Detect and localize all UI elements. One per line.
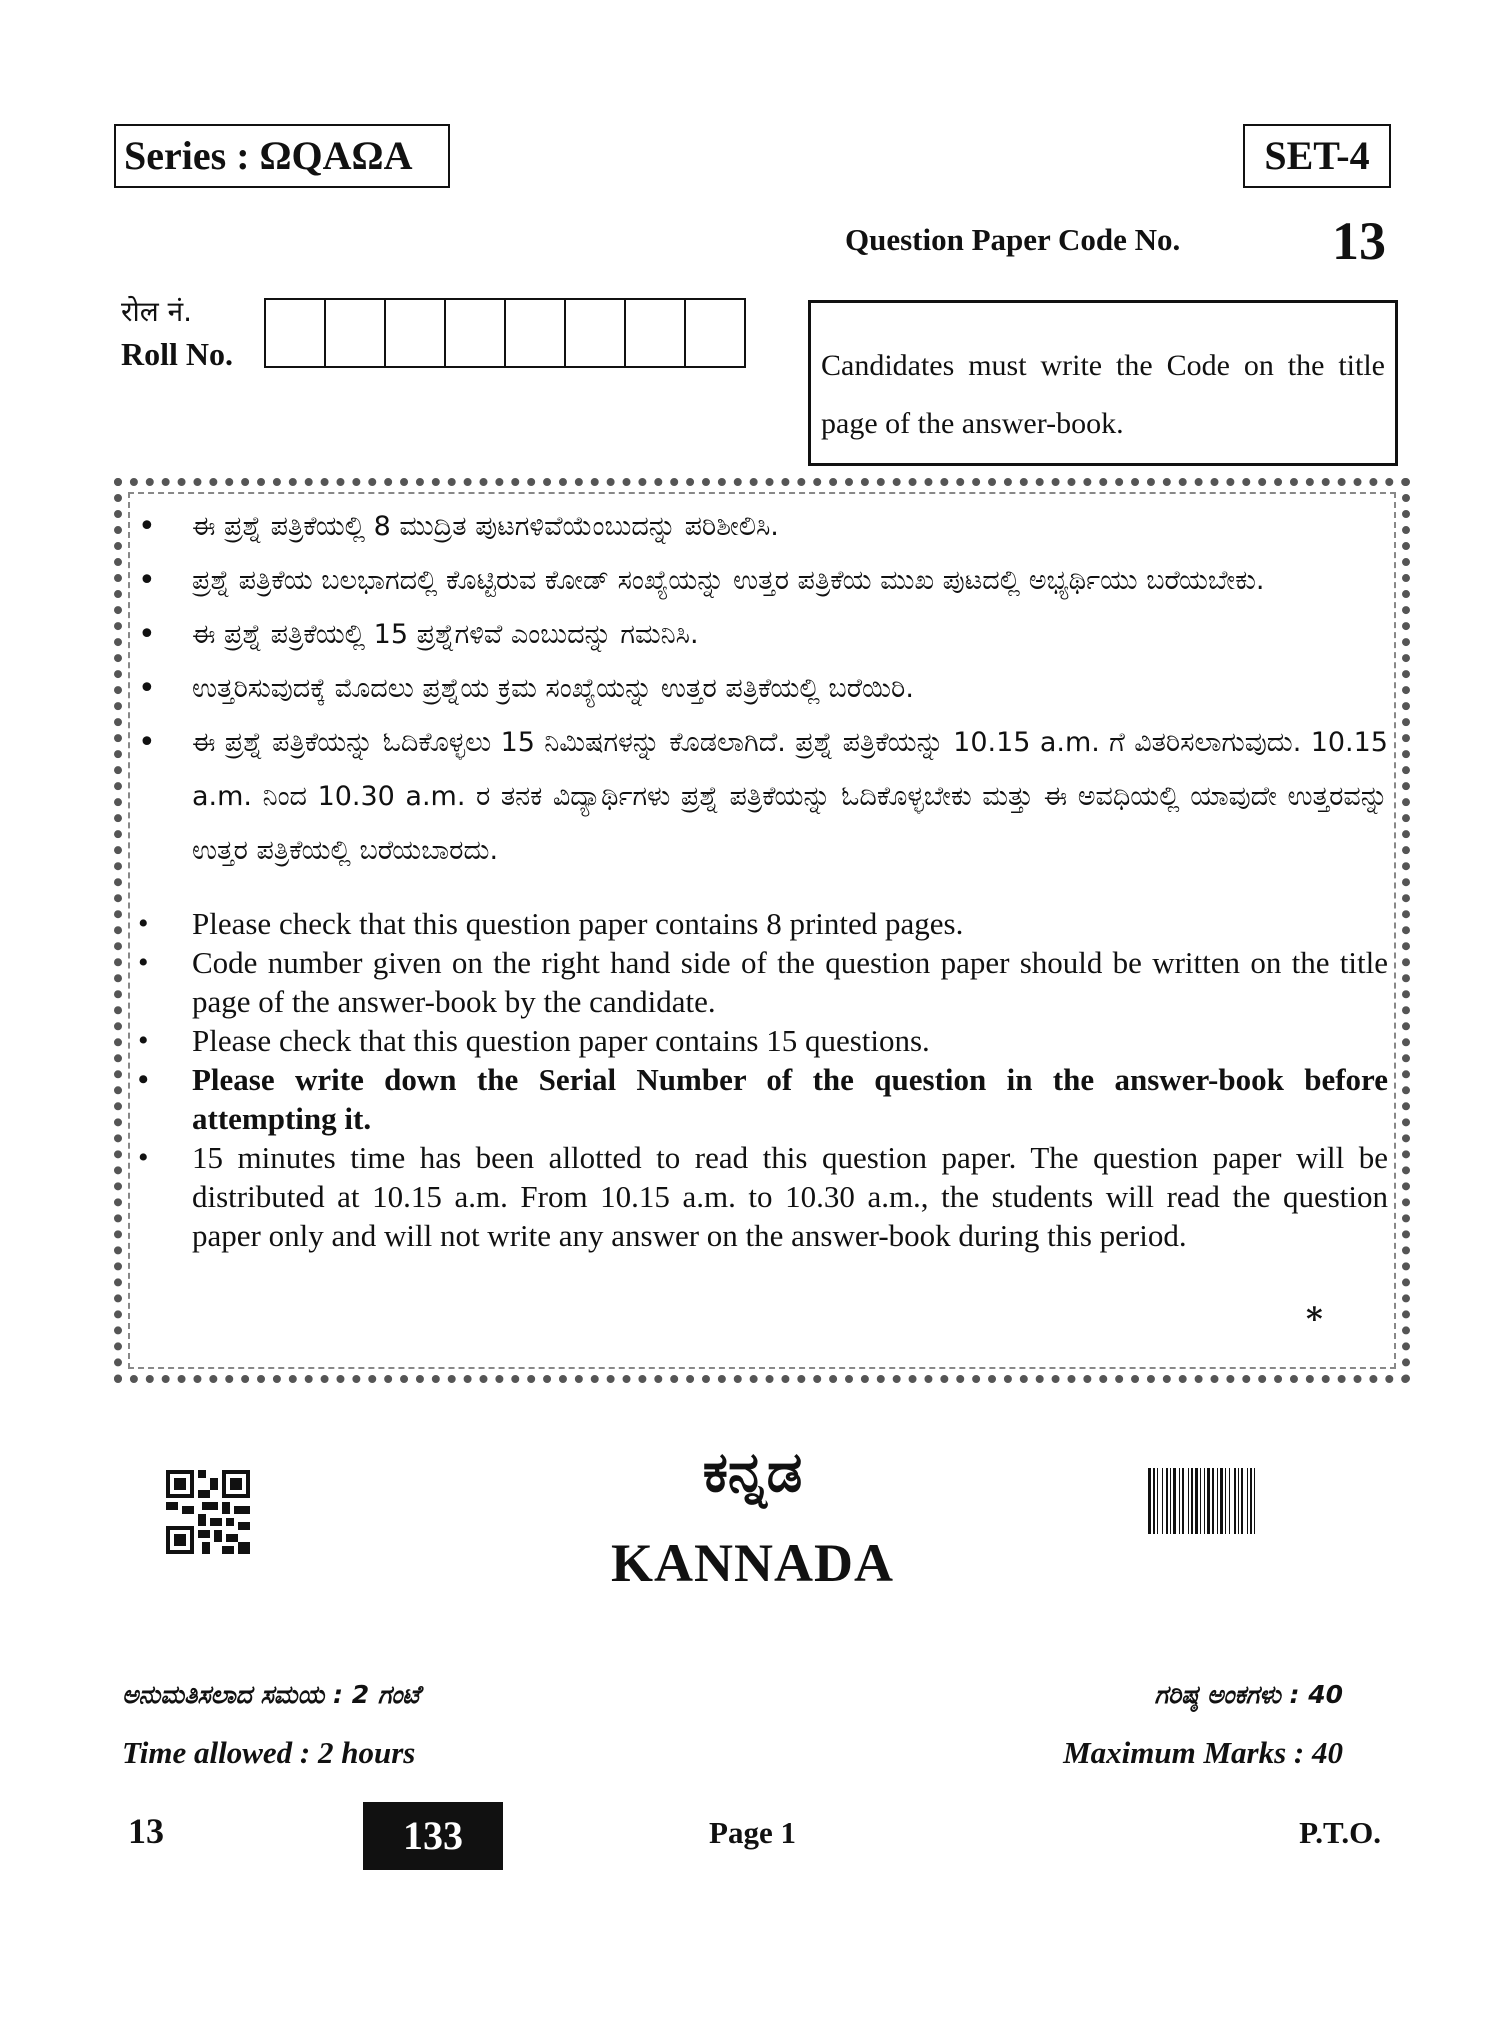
instruction-text: ಈ ಪ್ರಶ್ನೆ ಪತ್ರಿಕೆಯನ್ನು ಓದಿಕೊಳ್ಳಲು 15 ನಿಮಿಷಗಳನ್ನು ಕೊಡಲಾಗಿದೆ. ಪ್ರಶ್ನೆ ಪತ್ರಿಕೆಯನ್ನು 10.15 a.m. ಗೆ ವಿತರಿಸಲಾಗುವುದು. 10.15 a.m. ನಿಂದ 10.30 a.m. ರ ತನಕ ವಿದ್ಯಾರ್ಥಿಗಳು ಪ್ರಶ್ನೆ ಪತ್ರಿಕೆಯನ್ನು ಓದಿಕೊಳ್ಳಬೇಕು ಮತ್ತು ಈ ಅವಧಿಯಲ್ಲಿ ಯಾವುದೇ ಉತ್ತರವನ್ನು ಉತ್ತರ ಪತ್ರಿಕೆಯಲ್ಲಿ ಬರೆಯಬಾರದು. [192, 727, 1388, 866]
question-paper-code-label: Question Paper Code No. [845, 222, 1181, 257]
roll-number-box[interactable] [446, 298, 506, 368]
roll-number-box[interactable] [686, 298, 746, 368]
star-mark: * [1306, 1300, 1323, 1338]
instruction-item [138, 904, 1388, 943]
set-label: SET-4 [1243, 124, 1391, 188]
bullet-icon: • [138, 946, 149, 979]
instruction-text: Please check that this question paper contains 8 printed pages. [192, 906, 964, 941]
instruction-text: ಈ ಪ್ರಶ್ನೆ ಪತ್ರಿಕೆಯಲ್ಲಿ 15 ಪ್ರಶ್ನೆಗಳಿವೆ ಎಂಬುದನ್ನು ಗಮನಿಸಿ. [192, 619, 699, 650]
instruction-item [138, 554, 1388, 608]
bullet-icon: • [138, 1024, 149, 1057]
instruction-text: ಉತ್ತರಿಸುವುದಕ್ಕೆ ಮೊದಲು ಪ್ರಶ್ನೆಯ ಕ್ರಮ ಸಂಖ್ಯೆಯನ್ನು ಉತ್ತರ ಪತ್ರಿಕೆಯಲ್ಲಿ ಬರೆಯಿರಿ. [192, 673, 914, 704]
roll-number-box[interactable] [566, 298, 626, 368]
bullet-icon: • [138, 907, 149, 940]
subject-title-english: KANNADA [611, 1533, 894, 1593]
bullet-icon: • [138, 725, 156, 760]
roll-label-english: Roll No. [121, 336, 233, 372]
instruction-text: Code number given on the right hand side of the question paper should be written on the title page of the answer-book by the candidate. [192, 945, 1388, 1019]
roll-number-boxes [264, 298, 746, 368]
maximum-marks-kannada: ಗರಿಷ್ಠ ಅಂಕಗಳು : 40 [1154, 1680, 1343, 1709]
maximum-marks-english: Maximum Marks : 40 [1063, 1735, 1343, 1770]
footer-box-number: 133 [363, 1802, 503, 1870]
instruction-item [138, 500, 1388, 554]
roll-number-box[interactable] [266, 298, 326, 368]
candidate-note: Candidates must write the Code on the title page of the answer-book. [808, 300, 1398, 466]
subject-title-kannada: ಕನ್ನಡ [702, 1440, 803, 1505]
footer-code: 13 [128, 1811, 164, 1851]
bullet-icon: • [138, 1063, 149, 1096]
instruction-item [138, 662, 1388, 716]
time-allowed-english: Time allowed : 2 hours [122, 1735, 416, 1770]
bullet-icon: • [138, 509, 156, 544]
instruction-text: 15 minutes time has been allotted to read this question paper. The question paper will be distributed at 10.15 a.m. From 10.15 a.m. to 10.30 a.m., the students will read the question paper only and will not write any answer on the answer-book during this period. [192, 1140, 1388, 1253]
instructions-english [138, 904, 1388, 1255]
roll-number-box[interactable] [626, 298, 686, 368]
footer-page-number: Page 1 [709, 1815, 796, 1850]
bullet-icon: • [138, 563, 156, 598]
instruction-text: ಪ್ರಶ್ನೆ ಪತ್ರಿಕೆಯ ಬಲಭಾಗದಲ್ಲಿ ಕೊಟ್ಟಿರುವ ಕೋಡ್ ಸಂಖ್ಯೆಯನ್ನು ಉತ್ತರ ಪತ್ರಿಕೆಯ ಮುಖ ಪುಟದಲ್ಲಿ ಅಭ್ಯರ್ಥಿಯು ಬರೆಯಬೇಕು. [192, 565, 1265, 596]
roll-number-box[interactable] [386, 298, 446, 368]
instruction-item [138, 1138, 1388, 1255]
series-label: Series : ΩQAΩA [114, 124, 450, 188]
roll-number-box[interactable] [506, 298, 566, 368]
instructions-kannada [138, 500, 1388, 878]
instruction-text: ಈ ಪ್ರಶ್ನೆ ಪತ್ರಿಕೆಯಲ್ಲಿ 8 ಮುದ್ರಿತ ಪುಟಗಳಿವೆಯೆಂಬುದನ್ನು ಪರಿಶೀಲಿಸಿ. [192, 511, 779, 542]
question-paper-code: 13 [1332, 211, 1386, 271]
footer-pto: P.T.O. [1299, 1815, 1381, 1850]
roll-number-box[interactable] [326, 298, 386, 368]
roll-label-hindi: रोल नं. [121, 295, 193, 328]
instruction-item [138, 943, 1388, 1021]
bullet-icon: • [138, 671, 156, 706]
instruction-item [138, 716, 1388, 878]
instruction-item [138, 1060, 1388, 1138]
bullet-icon: • [138, 617, 156, 652]
instruction-text: Please check that this question paper contains 15 questions. [192, 1023, 930, 1058]
instruction-text: Please write down the Serial Number of the question in the answer-book before attempting it. [192, 1062, 1388, 1136]
instruction-item [138, 1021, 1388, 1060]
bullet-icon: • [138, 1141, 149, 1174]
time-allowed-kannada: ಅನುಮತಿಸಲಾದ ಸಮಯ : 2 ಗಂಟೆ [122, 1680, 420, 1709]
instruction-item [138, 608, 1388, 662]
